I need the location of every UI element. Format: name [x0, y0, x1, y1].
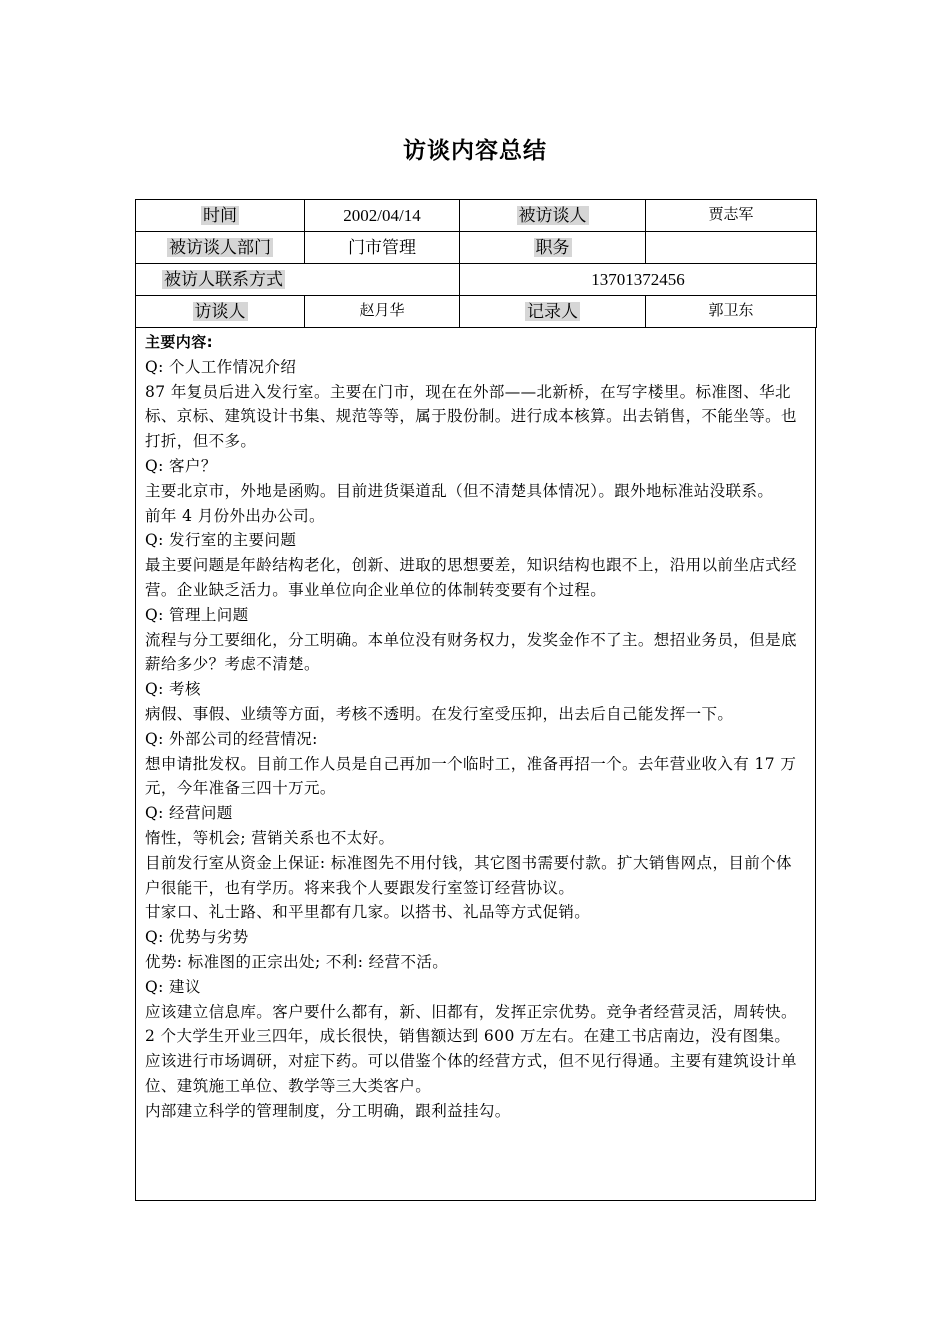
position-label-cell	[460, 232, 646, 264]
interviewee-value: 贾志军	[646, 200, 817, 232]
content-heading: 主要内容:	[145, 333, 213, 351]
content-line: Q: 管理上问题	[145, 605, 249, 624]
time-label: 时间	[203, 206, 237, 225]
content-line: 甘家口、礼士路、和平里都有几家。以搭书、礼品等方式促销。	[145, 903, 591, 922]
content-line: Q: 外部公司的经营情况:	[145, 729, 318, 748]
document-title: 访谈内容总结	[403, 138, 547, 164]
interviewee-label-cell	[460, 200, 646, 232]
content-line: 优势: 标准图的正宗出处; 不利: 经营不活。	[145, 952, 449, 971]
info-row-contact	[136, 264, 817, 296]
interviewer-value: 赵月华	[305, 296, 460, 328]
content-line: Q: 建议	[145, 977, 201, 996]
info-row-interviewer	[136, 296, 817, 328]
recorder-label-cell	[460, 296, 646, 328]
dept-label: 被访谈人部门	[169, 238, 271, 257]
time-value: 2002/04/14	[305, 200, 460, 232]
content-line: 想申请批发权。目前工作人员是自己再加一个临时工，准备再招一个。去年营业收入有 17 万元，今年准备三四十万元。	[145, 754, 797, 798]
dept-label-cell	[136, 232, 305, 264]
content-line: 主要北京市，外地是函购。目前进货渠道乱（但不清楚具体情况）。跟外地标准站没联系。	[145, 481, 774, 500]
position-value	[646, 232, 817, 264]
interviewer-label: 访谈人	[194, 302, 246, 321]
content-line: 应该进行市场调研，对症下药。可以借鉴个体的经营方式，但不见行得通。主要有建筑设计单位、建筑施工单位、教学等三大类客户。	[145, 1052, 797, 1095]
content-line: Q: 客户？	[145, 456, 217, 475]
contact-value: 13701372456	[460, 264, 817, 296]
position-label: 职务	[535, 238, 570, 257]
content-line: Q: 优势与劣势	[145, 928, 249, 947]
content-line: 惰性，等机会; 营销关系也不太好。	[145, 828, 395, 847]
time-label-cell	[136, 200, 305, 232]
info-row-time	[136, 200, 817, 232]
content-line: 流程与分工要细化，分工明确。本单位没有财务权力，发奖金作不了主。想招业务员，但是底薪给多少？考虑不清楚。	[145, 630, 797, 674]
content-line: 应该建立信息库。客户要什么都有，新、旧都有，发挥正宗优势。竞争者经营灵活，周转快。2 个大学生开业三四年，成长很快，销售额达到 600 万左右。在建工书店南边，没有图集。	[145, 1002, 797, 1046]
info-row-dept	[136, 232, 817, 264]
content-line: 前年 4 月份外出办公司。	[145, 506, 325, 525]
content-line: 87 年复员后进入发行室。主要在门市，现在在外部——北新桥，在写字楼里。标准图、华北标、京标、建筑设计书集、规范等等，属于股份制。进行成本核算。出去销售，不能坐等。也打折，但不多。	[145, 382, 797, 451]
recorder-label: 记录人	[527, 302, 578, 321]
contact-label-cell	[136, 264, 460, 296]
content-line: Q: 个人工作情况介绍	[145, 357, 297, 376]
content-line: 内部建立科学的管理制度，分工明确，跟利益挂勾。	[145, 1101, 511, 1120]
interviewer-label-cell	[136, 296, 305, 328]
recorder-value: 郭卫东	[646, 296, 817, 328]
content-line: 目前发行室从资金上保证: 标准图先不用付钱，其它图书需要付款。扩大销售网点，目前个体户很能干，也有学历。将来我个人要跟发行室签订经营协议。	[145, 853, 792, 897]
interview-info-table	[135, 199, 817, 328]
contact-label: 被访人联系方式	[164, 270, 283, 289]
content-line: Q: 发行室的主要问题	[145, 531, 297, 550]
content-line: Q: 经营问题	[145, 804, 233, 823]
content-line: 最主要问题是年龄结构老化，创新、进取的思想要差，知识结构也跟不上，沿用以前坐店式经营。企业缺乏活力。事业单位向企业单位的体制转变要有个过程。	[145, 556, 797, 599]
content-line: 病假、事假、业绩等方面，考核不透明。在发行室受压抑，出去后自己能发挥一下。	[145, 704, 734, 723]
content-line: Q: 考核	[145, 680, 201, 699]
interviewee-label: 被访谈人	[518, 206, 587, 225]
main-content-box	[135, 328, 816, 1201]
dept-value: 门市管理	[305, 232, 460, 264]
